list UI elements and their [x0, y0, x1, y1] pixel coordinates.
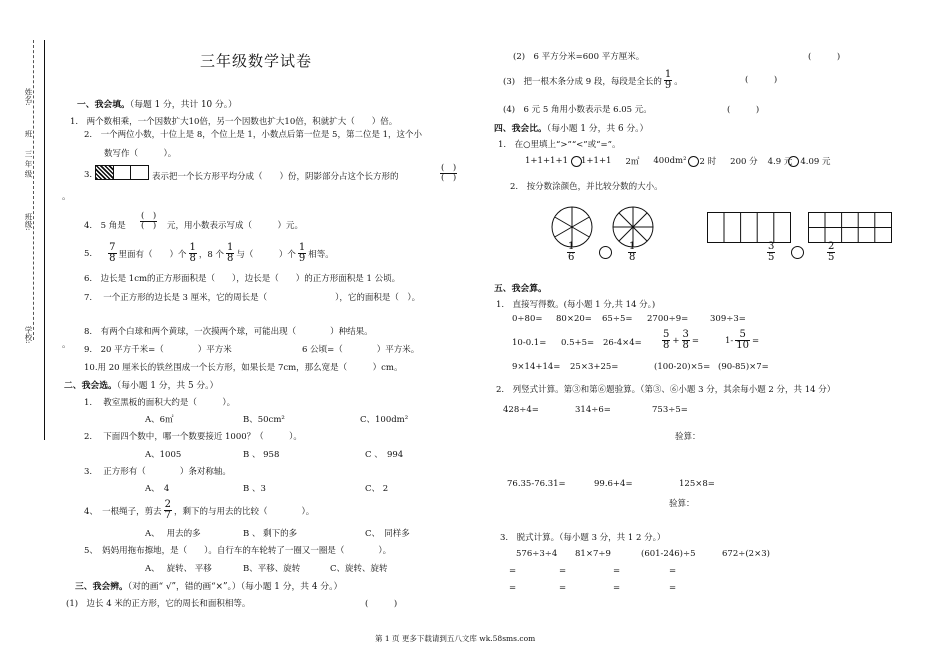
s5-row6-item: 672÷(2×3) [722, 549, 770, 559]
s5-row2-fraction-expr2 [725, 330, 759, 351]
fraction-numerator-blank: ( ) [141, 211, 157, 221]
compare-item: 2㎡ [625, 157, 640, 167]
s5-row2-item: 10-0.1= [512, 338, 547, 348]
side-name-label: 姓名: [24, 88, 33, 106]
side-dot: 。 [62, 340, 71, 350]
section3-title: 三、我会辨。 [75, 582, 128, 592]
s3-q1: (1) 边长 4 米的正方形，它的周长和面积相等。 [66, 599, 251, 609]
s5-q1-note: (每小题 1 分,共 14 分。) [563, 300, 656, 310]
compare-circle[interactable] [688, 156, 699, 167]
s1-q7: 7. 一个正方形的边长是 3 厘米，它的周长是（ ），它的面积是（ ）。 [84, 293, 421, 303]
equals-sign: = [509, 566, 517, 576]
frac-den: 8 [109, 253, 116, 264]
blank-part [131, 166, 148, 179]
frac-den: 8 [663, 340, 670, 351]
s2-q5-option-b: B、平移、旋转 [243, 564, 301, 574]
equals-sign: = [752, 335, 760, 346]
s2-q3-option-a: A、 4 [145, 484, 170, 494]
frac-den: 5 [768, 252, 775, 263]
s2-q4 [84, 500, 314, 521]
compare-item: 4.09 元 [800, 157, 831, 167]
s5-row4-item: 428÷4= [503, 405, 539, 415]
frac-den: 8 [189, 253, 196, 264]
section4-note: （每小题 1 分，共 6 分。） [546, 124, 649, 134]
equals-sign: = [559, 566, 567, 576]
frac-num: 5 [739, 329, 746, 340]
compare-item: 4.9 元 [767, 157, 793, 167]
s4-compare-row [525, 155, 830, 167]
side-class-label: 班 [24, 130, 33, 138]
rectangle-fifths-figure-1 [707, 212, 792, 244]
s5-row4-item: 314÷6= [575, 405, 611, 415]
s1-q6: 6. 边长是 1cm的正方形面积是（ ），边长是（ ）的正方形面积是 1 公顷。 [84, 274, 401, 284]
s1-q5-text-c: 与（ ） [236, 249, 288, 260]
s3-q1-answer: ( ) [365, 599, 398, 609]
s1-q5-number: 5. [84, 248, 93, 259]
s3-q4: (4) 6 元 5 角用小数表示是 6.05 元。 [503, 105, 652, 115]
s3-q2-answer: ( ) [808, 52, 841, 62]
frac-num: 2 [828, 241, 835, 252]
s5-row1-item: 65÷5= [602, 314, 633, 324]
s5-row1-item: 309÷3= [710, 314, 746, 324]
s5-row3-item: (90-85)×7= [718, 362, 769, 372]
s1-q5-text-a: 里面有（ ）个 [118, 249, 187, 260]
frac-den: 5 [828, 252, 835, 263]
s2-q4-option-a: A、 用去的多 [145, 529, 201, 539]
blank-fraction [138, 212, 159, 230]
section2-heading [64, 378, 218, 391]
s2-q1-option-c: C、100dm² [360, 415, 409, 425]
binding-dash-line [33, 40, 34, 340]
s1-q5-text-e: 相等。 [308, 249, 334, 260]
s4-q2: 2. 按分数涂颜色，并比较分数的大小。 [510, 182, 663, 192]
s5-row5-item: 125×8= [679, 479, 715, 489]
s5-row1-item: 80×20= [556, 314, 592, 324]
side-class2-label: 班级: [24, 213, 33, 231]
frac-num: 3 [682, 329, 689, 340]
s5-row1-item: 0÷80= [512, 314, 543, 324]
frac-num: 1 [189, 242, 196, 253]
s2-q1-option-b: B、50cm² [243, 415, 285, 425]
s2-q3-option-b: B 、3 [243, 484, 266, 494]
side-grade-label: 三 年 级 [24, 150, 33, 178]
section5-heading [494, 281, 547, 294]
frac-num: 1 [664, 69, 672, 80]
frac-num: 1 [568, 241, 575, 252]
s2-q4-text-a: 4、 一根绳子，剪去 [84, 506, 162, 517]
plus-sign: + [672, 335, 680, 346]
fraction-numerator-blank: ( ) [441, 163, 457, 173]
s5-row5-item: 76.35-76.31= [507, 479, 566, 489]
frac-num: 7 [109, 242, 116, 253]
s1-q2a: 2. 一个两位小数，十位上是 8，个位上是 1，小数点后第一位是 5，第二位是 1，这个小 [84, 130, 423, 140]
s2-q2-option-c: C 、 994 [365, 450, 404, 460]
s5-row5-item: 99.6+4= [594, 479, 633, 489]
section3-note: （对的画“ √”，错的画“×”。）（每小题 1 分，共 4 分。） [127, 582, 343, 592]
side-school-label: 学校: [24, 326, 33, 344]
compare-circle[interactable] [791, 246, 804, 259]
s2-q1: 1. 教室黑板的面积大约是（ ）。 [84, 398, 236, 408]
s5-row2-item: 26-4×4= [603, 338, 642, 348]
frac-den: 7 [164, 510, 172, 521]
s3-q3-text-a: (3) 把一根木条分成 9 段，每段是全长的 [503, 76, 662, 87]
s3-q2: (2) 6 平方分米=600 平方厘米。 [513, 52, 645, 62]
compare-item: 1+1+1 [581, 156, 612, 166]
s5-row2-fraction-expr [660, 330, 699, 351]
s3-q3-answer: ( ) [745, 75, 778, 85]
s1-q1: 1. 两个数相乘，一个因数扩大10倍，另一个因数也扩大10倍，积就扩大（ ）倍。 [70, 117, 398, 127]
page-footer: 第 1 页 更多下载请到五八文库 wk.58sms.com [375, 634, 536, 643]
s1-q5 [84, 243, 334, 264]
s5-q3-text: 3. 脱式计算。 [500, 533, 560, 543]
compare-item: 400dm² [653, 156, 687, 166]
section1-note: （每题 1 分，共计 10 分。） [129, 100, 237, 110]
s1-q4-end: 元，用小数表示写成（ ）元。 [167, 221, 304, 231]
s5-row4-item: 753÷5= [652, 405, 688, 415]
equals-sign: = [509, 583, 517, 593]
s1-q2b: 数写作（ ）。 [104, 149, 177, 159]
equals-sign: = [691, 335, 699, 346]
fraction-three-fifths [765, 242, 777, 263]
frac-den: 8 [682, 340, 689, 351]
s5-row6-item: 576÷3÷4 [516, 549, 558, 559]
frac-den: 10 [736, 340, 750, 351]
page-title: 三年级数学试卷 [200, 52, 313, 70]
frac-num: 1 [629, 241, 636, 252]
section5-title: 五、我会算。 [494, 284, 547, 294]
compare-item: 2 时 [699, 157, 717, 167]
equals-sign: = [559, 583, 567, 593]
compare-circle[interactable] [599, 246, 612, 259]
s3-q3 [503, 70, 683, 91]
s5-q2-text: 2. 列竖式计算。 [496, 385, 564, 395]
section3-heading [75, 579, 342, 592]
section1-heading [77, 97, 237, 110]
s3-q3-text-b: 。 [674, 76, 683, 87]
s1-q5-text-d: 个 [287, 249, 296, 260]
equals-sign: = [669, 566, 677, 576]
s1-q8: 8. 有两个白球和两个黄球，一次摸两个球，可能出现（ ）种结果。 [84, 327, 373, 337]
fraction-denominator-blank: ( ) [441, 172, 457, 183]
s1-q3-number: 3. [84, 170, 93, 180]
frac-den: 8 [629, 252, 636, 263]
blank-part [114, 166, 132, 179]
section2-note: （每小题 1 分，共 5 分。） [116, 381, 219, 391]
frac-num: 1 [227, 242, 234, 253]
frac-den: 8 [227, 253, 234, 264]
s2-q2-option-a: A、1005 [145, 450, 182, 460]
s2-q4-text-b: ，剩下的与用去的比较（ ）。 [174, 506, 315, 517]
section1-title: 一、我会填。 [77, 100, 130, 110]
s5-row3-item: 9×14+14= [512, 362, 561, 372]
compare-item: 1+1+1+1 [525, 156, 568, 166]
compare-item: 200 分 [730, 157, 758, 167]
s2-q2: 2. 下面四个数中，哪一个数要接近 1000？（ ）。 [84, 432, 302, 442]
s2-q5: 5、 妈妈用拖布擦地，是（ ）。自行车的车轮转了一圈又一圈是（ ）。 [84, 546, 392, 556]
s2-q5-option-c: C、旋转、旋转 [330, 564, 388, 574]
rectangle-fraction-figure [95, 165, 149, 180]
frac-num: 5 [663, 329, 670, 340]
frac-num: 2 [164, 499, 172, 510]
s5-q1-text: 1. 直接写得数。 [496, 300, 564, 310]
s1-q4-start: 4. 5 角是 [84, 221, 126, 231]
fraction-one-eighth [626, 242, 638, 263]
side-dot: 。 [62, 192, 71, 202]
fraction-denominator-blank: ( ) [141, 220, 157, 231]
s5-row1-item: 2700÷9= [647, 314, 689, 324]
s5-row3-item: 25×3+25= [570, 362, 619, 372]
equals-sign: = [613, 583, 621, 593]
s5-q2 [496, 383, 835, 395]
section2-title: 二、我会选。 [64, 381, 117, 391]
frac-den: 9 [298, 253, 306, 264]
s2-q3-option-c: C、 2 [365, 484, 389, 494]
shaded-part [96, 166, 114, 179]
s2-q3: 3. 正方形有（ ）条对称轴。 [84, 467, 231, 477]
fraction-one-sixth [565, 242, 577, 263]
equals-sign: = [669, 583, 677, 593]
s5-q3 [500, 531, 665, 543]
s5-row6-item: (601-246)÷5 [641, 549, 696, 559]
compare-circle[interactable] [788, 156, 799, 167]
frac-den: 6 [568, 252, 575, 263]
s5-q3-note: （每小题 3 分，共 1 2 分。） [559, 533, 666, 543]
s2-q4-option-b: B 、 剩下的多 [243, 529, 298, 539]
binding-margin-line [44, 40, 45, 440]
s5-q1 [496, 298, 655, 310]
s5-row3-item: (100-20)×5= [654, 362, 711, 372]
s2-q2-option-b: B 、 958 [243, 450, 280, 460]
s1-q9b: 6 公顷=（ ）平方米。 [302, 345, 420, 355]
frac-num: 3 [768, 241, 775, 252]
frac-den: 9 [664, 80, 672, 91]
one-minus: 1- [725, 335, 734, 346]
s2-q5-option-a: A、 旋转、 平移 [145, 564, 212, 574]
s1-q9a: 9. 20 平方千米=（ ）平方米 [84, 345, 232, 355]
section4-title: 四、我会比。 [494, 124, 547, 134]
s1-q3-text: 表示把一个长方形平均分成（ ）份，阴影部分占这个长方形的 [152, 172, 399, 182]
s5-row6-item: 81×7÷9 [575, 549, 611, 559]
section4-heading [494, 121, 648, 134]
check-label: 验算： [669, 499, 695, 509]
check-label: 验算： [675, 432, 701, 442]
s5-row2-item: 0.5+5= [561, 338, 595, 348]
rectangle-fifths-figure-2 [808, 212, 893, 244]
s4-q1: 1. 在○里填上“>”“<”或“=”。 [498, 140, 621, 150]
frac-num: 1 [298, 242, 306, 253]
equals-sign: = [613, 566, 621, 576]
s2-q4-option-c: C、 同样多 [365, 529, 410, 539]
s3-q4-answer: ( ) [727, 105, 760, 115]
s1-q10: 10.用 20 厘米长的铁丝围成一个长方形，如果长是 7cm，那么宽是（ ）cm。 [84, 363, 403, 373]
fraction-two-fifths [825, 242, 837, 263]
blank-fraction [438, 164, 459, 182]
s2-q1-option-a: A、6㎡ [145, 415, 174, 425]
s1-q5-text-b: ，8 个 [198, 249, 225, 260]
s5-q2-note: 第③和第⑥题验算。（第③、⑥小题 3 分，其余每小题 2 分，共 14 分） [563, 385, 836, 395]
